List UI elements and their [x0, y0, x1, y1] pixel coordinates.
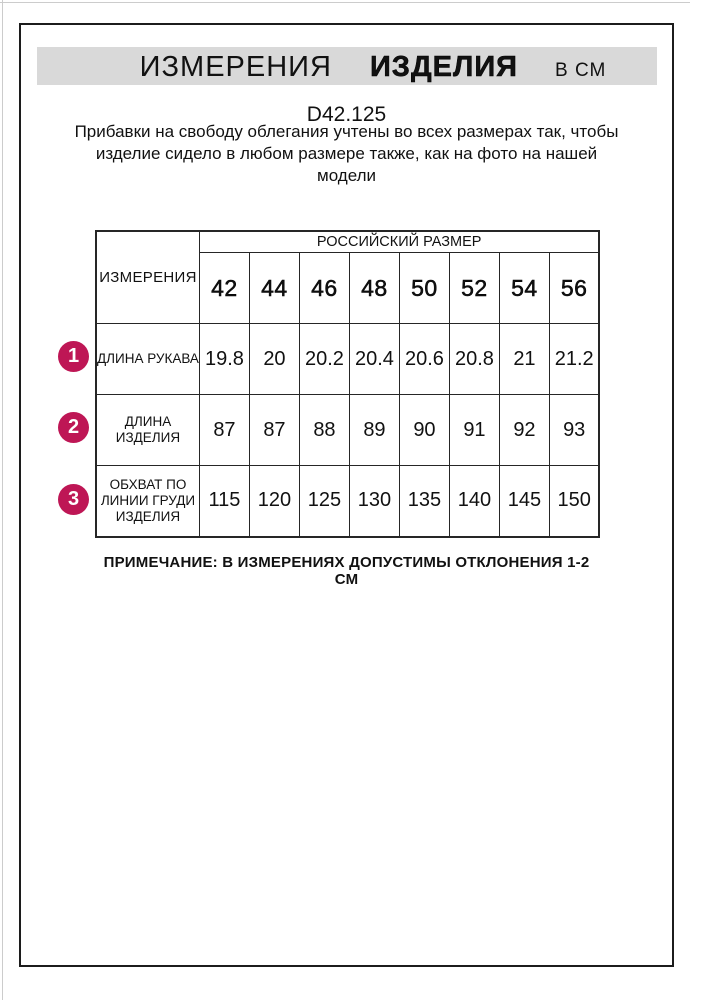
size-col-header: 54	[499, 253, 549, 324]
table-row	[96, 466, 599, 537]
row-label-line: ДЛИНА	[124, 414, 172, 429]
value-cell: 115	[199, 466, 249, 537]
description-line: модели	[317, 166, 376, 185]
value-cell: 89	[349, 395, 399, 466]
table-row	[96, 324, 599, 395]
row-label	[96, 395, 199, 466]
row-label-line: ИЗДЕЛИЯ	[115, 508, 181, 524]
row-label-line: ОБХВАТ ПО	[109, 476, 187, 492]
value-cell: 21.2	[549, 324, 599, 395]
size-col-header: 56	[549, 253, 599, 324]
scan-edge-left	[2, 0, 3, 1000]
row-label-line: ЛИНИИ ГРУДИ	[100, 492, 196, 508]
value-cell: 21	[499, 324, 549, 395]
note: ПРИМЕЧАНИЕ: В ИЗМЕРЕНИЯХ ДОПУСТИМЫ ОТКЛОНЕНИЯ 1-2 СМ	[103, 554, 590, 588]
page-title	[140, 53, 607, 82]
title-units: В СМ	[555, 60, 607, 81]
row-number-badge: 3	[58, 484, 89, 515]
table-row	[96, 395, 599, 466]
value-cell: 90	[399, 395, 449, 466]
value-cell: 87	[249, 395, 299, 466]
scan-edge-top	[0, 2, 690, 3]
row-number-badge: 1	[58, 341, 89, 372]
value-cell: 93	[549, 395, 599, 466]
value-cell: 92	[499, 395, 549, 466]
row-number-badge: 2	[58, 412, 89, 443]
description	[19, 121, 674, 187]
value-cell: 20.6	[399, 324, 449, 395]
value-cell: 88	[299, 395, 349, 466]
title-measurements: ИЗМЕРЕНИЯ	[139, 51, 332, 83]
row-label-line: ДЛИНА РУКАВА	[97, 351, 199, 366]
size-table-body	[96, 324, 599, 537]
title-band	[37, 47, 657, 85]
value-cell: 91	[449, 395, 499, 466]
description-line: Прибавки на свободу облегания учтены во всех размерах так, чтобы	[74, 122, 619, 141]
size-col-header: 50	[399, 253, 449, 324]
value-cell: 125	[299, 466, 349, 537]
value-cell: 20.4	[349, 324, 399, 395]
group-header-row	[96, 231, 599, 253]
size-col-header: 42	[199, 253, 249, 324]
value-cell: 145	[499, 466, 549, 537]
value-cell: 20.2	[299, 324, 349, 395]
size-col-header: 52	[449, 253, 499, 324]
size-table	[95, 230, 600, 538]
corner-label: ИЗМЕРЕНИЯ	[96, 231, 199, 324]
row-label-line: ИЗДЕЛИЯ	[115, 430, 181, 445]
value-cell: 20	[249, 324, 299, 395]
description-line: изделие сидело в любом размере также, как на фото на нашей	[95, 144, 598, 163]
value-cell: 135	[399, 466, 449, 537]
row-label	[96, 466, 199, 537]
value-cell: 130	[349, 466, 399, 537]
size-col-header: 48	[349, 253, 399, 324]
value-cell: 87	[199, 395, 249, 466]
value-cell: 140	[449, 466, 499, 537]
value-cell: 120	[249, 466, 299, 537]
model-code: D42.125	[306, 103, 387, 126]
value-cell: 19.8	[199, 324, 249, 395]
size-group-label: РОССИЙСКИЙ РАЗМЕР	[199, 231, 599, 253]
size-col-header: 44	[249, 253, 299, 324]
title-product: ИЗДЕЛИЯ	[369, 51, 519, 83]
value-cell: 150	[549, 466, 599, 537]
row-label	[96, 324, 199, 395]
value-cell: 20.8	[449, 324, 499, 395]
size-col-header: 46	[299, 253, 349, 324]
